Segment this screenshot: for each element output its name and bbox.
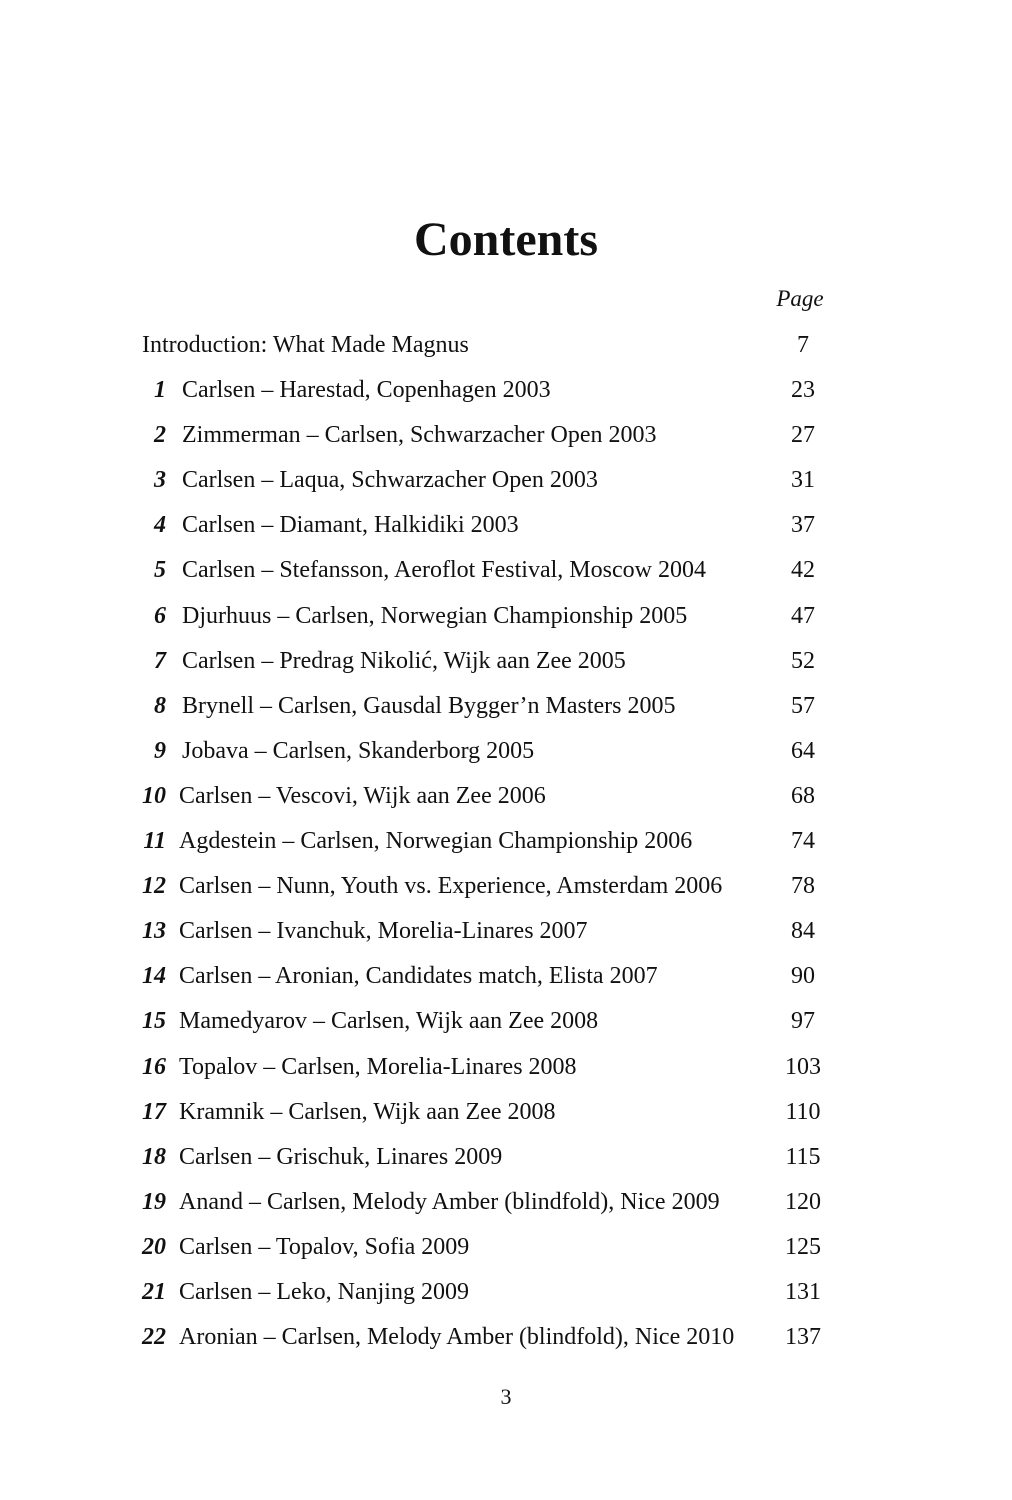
- toc-entry-page: 125: [785, 1233, 821, 1260]
- toc-entry-title: Carlsen – Aronian, Candidates match, Elista 2007: [179, 963, 658, 990]
- toc-entry-page: 27: [791, 422, 815, 449]
- toc-entry-page: 52: [791, 647, 815, 674]
- toc-entry-title: Aronian – Carlsen, Melody Amber (blindfold), Nice 2010: [179, 1324, 735, 1351]
- toc-entry-title: Carlsen – Diamant, Halkidiki 2003: [182, 512, 519, 539]
- toc-entry-number: 7: [154, 647, 166, 674]
- toc-entry-page: 7: [797, 332, 809, 358]
- toc-entry-page: 90: [791, 963, 815, 990]
- toc-entry-number: 15: [142, 1008, 166, 1035]
- toc-entry-page: 23: [791, 377, 815, 403]
- toc-entry-title: Carlsen – Nunn, Youth vs. Experience, Amsterdam 2006: [179, 873, 723, 900]
- toc-entry-number: 19: [142, 1188, 166, 1215]
- toc-entry-number: 9: [154, 737, 166, 764]
- page-title: Contents: [413, 213, 598, 266]
- toc-entry-title: Anand – Carlsen, Melody Amber (blindfold), Nice 2009: [179, 1188, 720, 1215]
- toc-entry-title: Kramnik – Carlsen, Wijk aan Zee 2008: [179, 1098, 556, 1125]
- toc-entry-number: 16: [142, 1053, 166, 1080]
- toc-entry-page: 68: [791, 782, 815, 809]
- toc-entry-title: Brynell – Carlsen, Gausdal Bygger’n Masters 2005: [182, 692, 676, 719]
- toc-entry-page: 120: [785, 1188, 821, 1215]
- toc-entry-number: 20: [142, 1233, 166, 1260]
- toc-entry-number: 11: [143, 828, 166, 854]
- toc-entry-title: Djurhuus – Carlsen, Norwegian Championship 2005: [182, 602, 688, 629]
- toc-entry: [0, 866, 1012, 906]
- toc-entry-number: 18: [142, 1143, 166, 1170]
- toc-entry-number: 14: [142, 963, 166, 990]
- page-number: 3: [500, 1384, 512, 1409]
- toc-entry-page: 84: [791, 918, 815, 945]
- toc-entry-page: 47: [791, 602, 815, 629]
- toc-entry: [0, 460, 1012, 500]
- toc-entry-number: 3: [154, 467, 166, 494]
- toc-entry: [0, 1137, 1012, 1177]
- toc-entry-page: 42: [791, 557, 815, 584]
- toc-entry-title: Carlsen – Ivanchuk, Morelia-Linares 2007: [179, 918, 588, 945]
- toc-entry-number: 12: [142, 873, 166, 900]
- toc-entry: [0, 505, 1012, 545]
- toc-entry-page: 137: [785, 1324, 821, 1351]
- toc-entry-title: Carlsen – Stefansson, Aeroflot Festival, Moscow 2004: [182, 557, 706, 584]
- toc-entry-number: 4: [154, 512, 166, 539]
- toc-entry-number: 8: [154, 692, 166, 719]
- toc-entry: [0, 1001, 1012, 1041]
- toc-entry-title: Carlsen – Leko, Nanjing 2009: [179, 1279, 469, 1305]
- toc-entry-title: Carlsen – Harestad, Copenhagen 2003: [182, 377, 551, 403]
- toc-entry: [0, 686, 1012, 726]
- toc-entry-page: 57: [791, 692, 815, 719]
- toc-entry-title: Jobava – Carlsen, Skanderborg 2005: [182, 737, 535, 764]
- toc-entry-title: Agdestein – Carlsen, Norwegian Championship 2006: [179, 828, 693, 854]
- toc-entry-page: 64: [791, 737, 815, 764]
- toc-entry-title: Carlsen – Laqua, Schwarzacher Open 2003: [182, 467, 598, 494]
- toc-entry: [0, 1227, 1012, 1267]
- toc-entry-page: 103: [785, 1053, 821, 1080]
- toc-entry-number: 10: [142, 782, 166, 809]
- toc-entry: [0, 550, 1012, 590]
- toc-entry: [0, 731, 1012, 771]
- toc-entry-number: 13: [142, 918, 166, 945]
- toc-entry-page: 115: [785, 1143, 821, 1170]
- toc-entry-number: 5: [154, 557, 166, 584]
- toc-introduction: [0, 325, 1012, 365]
- toc-entry-page: 131: [785, 1279, 821, 1305]
- toc-entry-title: Carlsen – Grischuk, Linares 2009: [179, 1143, 503, 1170]
- toc-entry-title: Introduction: What Made Magnus: [142, 332, 469, 358]
- toc-entry-number: 21: [142, 1279, 166, 1305]
- toc-entry: [0, 776, 1012, 816]
- toc-entry-title: Topalov – Carlsen, Morelia-Linares 2008: [179, 1053, 577, 1080]
- toc-entry-number: 1: [154, 377, 166, 403]
- toc-entry: [0, 911, 1012, 951]
- toc-entry-page: 78: [791, 873, 815, 900]
- toc-entry-title: Carlsen – Vescovi, Wijk aan Zee 2006: [179, 782, 546, 809]
- toc-entry-title: Carlsen – Topalov, Sofia 2009: [179, 1233, 470, 1260]
- toc-entry: [0, 956, 1012, 996]
- toc-entry-page: 37: [791, 512, 815, 539]
- page-column-header: Page: [776, 286, 824, 311]
- toc-entry-title: Mamedyarov – Carlsen, Wijk aan Zee 2008: [179, 1008, 599, 1035]
- toc-entry: [0, 1272, 1012, 1312]
- toc-entry-title: Zimmerman – Carlsen, Schwarzacher Open 2003: [182, 422, 657, 449]
- toc-entry: [0, 415, 1012, 455]
- toc-entry: [0, 596, 1012, 636]
- toc-entry: [0, 370, 1012, 410]
- toc-entry-number: 2: [154, 422, 166, 449]
- toc-entry-page: 110: [785, 1098, 821, 1125]
- toc-entry-page: 31: [791, 467, 815, 494]
- toc-entry: [0, 821, 1012, 861]
- toc-entry: [0, 1182, 1012, 1222]
- toc-entry-page: 74: [791, 828, 815, 854]
- toc-entry: [0, 1317, 1012, 1357]
- toc-entry: [0, 1092, 1012, 1132]
- toc-entry-number: 6: [154, 602, 166, 629]
- toc-entry-number: 22: [142, 1324, 166, 1351]
- toc-entry-page: 97: [791, 1008, 815, 1035]
- toc-entry: [0, 1047, 1012, 1087]
- toc-entry: [0, 641, 1012, 681]
- toc-entry-title: Carlsen – Predrag Nikolić, Wijk aan Zee 2005: [182, 647, 626, 674]
- toc-entry-number: 17: [142, 1098, 166, 1125]
